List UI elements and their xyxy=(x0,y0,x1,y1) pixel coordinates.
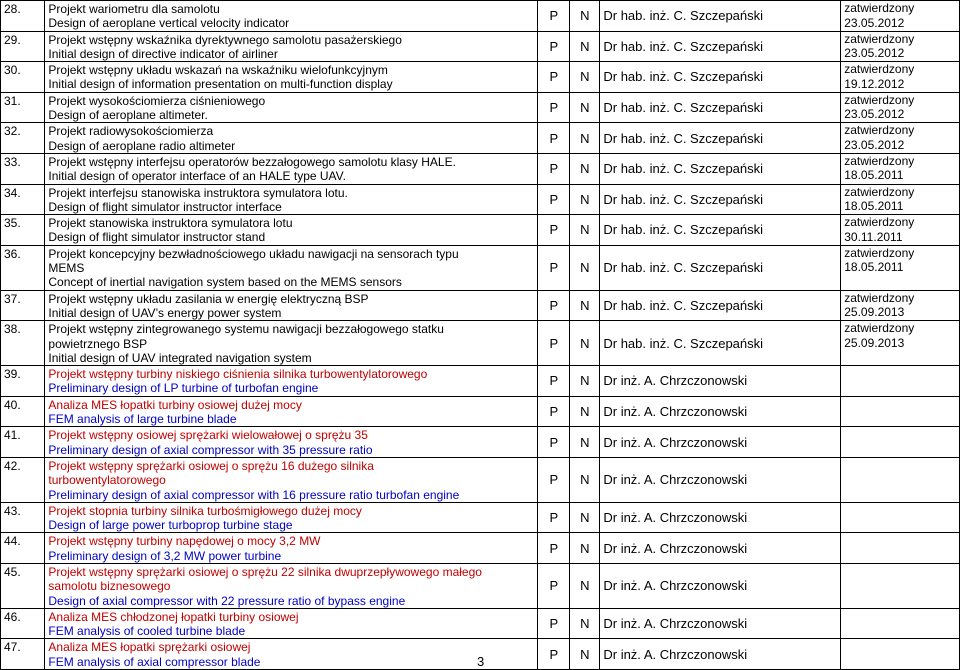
thesis-type: P xyxy=(538,1,570,32)
thesis-type: P xyxy=(538,427,570,458)
thesis-mode: N xyxy=(570,184,600,215)
status-label: zatwierdzony xyxy=(844,1,915,15)
approval-date: 18.05.2011 xyxy=(844,199,904,214)
topic-title-polish: Projekt wstępny osiowej sprężarki wielowałowej o sprężu 35 xyxy=(48,428,368,443)
supervisor: Dr hab. inż. C. Szczepański xyxy=(600,184,841,215)
status-label: zatwierdzony xyxy=(844,62,915,77)
table-row xyxy=(1,502,960,533)
row-number: 44. xyxy=(1,533,45,564)
approval-status xyxy=(841,62,960,93)
topic-title-polish: Projekt wstępny sprężarki osiowej o sprężu 22 silnika dwuprzepływowego małego xyxy=(48,564,482,579)
topic-title xyxy=(45,31,538,62)
thesis-type: P xyxy=(538,184,570,215)
thesis-type: P xyxy=(538,502,570,533)
topic-title-polish: Projekt wysokościomierza ciśnieniowego xyxy=(48,93,266,108)
topic-title-polish: MEMS xyxy=(48,261,85,276)
row-number: 41. xyxy=(1,427,45,458)
topic-title-english: Initial design of directive indicator of airliner xyxy=(48,46,278,61)
thesis-mode: N xyxy=(570,563,600,608)
table-row xyxy=(1,427,960,458)
topic-title xyxy=(45,215,538,246)
table-row xyxy=(1,321,960,366)
row-number: 43. xyxy=(1,502,45,533)
approval-status xyxy=(841,639,960,670)
row-number: 34. xyxy=(1,184,45,215)
topic-title xyxy=(45,92,538,123)
table-row xyxy=(1,290,960,321)
approval-date: 23.05.2012 xyxy=(844,15,905,30)
topic-title-english: FEM analysis of cooled turbine blade xyxy=(48,624,246,639)
approval-status xyxy=(841,533,960,564)
table-row xyxy=(1,1,960,32)
thesis-mode: N xyxy=(570,31,600,62)
topic-title xyxy=(45,62,538,93)
table-row xyxy=(1,92,960,123)
topic-title-polish: Projekt wstępny zintegrowanego systemu nawigacji bezzałogowego statku xyxy=(48,322,444,337)
topic-title-english: Design of axial compressor with 22 pressure ratio of bypass engine xyxy=(48,593,406,608)
topic-title xyxy=(45,184,538,215)
row-number: 31. xyxy=(1,92,45,123)
thesis-mode: N xyxy=(570,290,600,321)
supervisor: Dr hab. inż. C. Szczepański xyxy=(600,321,841,366)
status-label: zatwierdzony xyxy=(844,321,915,336)
thesis-type: P xyxy=(538,62,570,93)
topic-title-polish: samolotu biznesowego xyxy=(48,579,171,594)
approval-status xyxy=(841,427,960,458)
thesis-mode: N xyxy=(570,153,600,184)
topic-title-polish: Projekt wstępny układu zasilania w energię elektryczną BSP xyxy=(48,291,369,306)
topic-title-polish: Projekt koncepcyjny bezwładnościowego układu nawigacji na sensorach typu xyxy=(48,246,459,261)
supervisor: Dr hab. inż. C. Szczepański xyxy=(600,215,841,246)
topic-title-english: Preliminary design of axial compressor with 35 pressure ratio xyxy=(48,442,373,457)
topic-title xyxy=(45,123,538,154)
approval-date: 18.05.2011 xyxy=(844,260,904,275)
supervisor: Dr hab. inż. C. Szczepański xyxy=(600,290,841,321)
thesis-mode: N xyxy=(570,321,600,366)
topic-title xyxy=(45,1,538,32)
approval-status xyxy=(841,123,960,154)
table-row xyxy=(1,457,960,502)
approval-status xyxy=(841,31,960,62)
topic-title xyxy=(45,427,538,458)
approval-status xyxy=(841,396,960,427)
table-row xyxy=(1,31,960,62)
topic-title xyxy=(45,396,538,427)
approval-status xyxy=(841,92,960,123)
topic-title xyxy=(45,608,538,639)
thesis-type: P xyxy=(538,608,570,639)
topic-title-english: Design of flight simulator instructor stand xyxy=(48,230,266,245)
thesis-mode: N xyxy=(570,123,600,154)
topic-title-polish: Projekt stopnia turbiny silnika turbośmigłowego dużej mocy xyxy=(48,503,362,518)
status-label: zatwierdzony xyxy=(844,290,915,305)
topic-title xyxy=(45,639,538,670)
table-row xyxy=(1,153,960,184)
topic-title-polish: Projekt wstępny wskaźnika dyrektywnego samolotu pasażerskiego xyxy=(48,32,402,47)
thesis-mode: N xyxy=(570,533,600,564)
topic-title xyxy=(45,366,538,397)
status-label: zatwierdzony xyxy=(844,245,915,260)
thesis-mode: N xyxy=(570,1,600,32)
row-number: 37. xyxy=(1,290,45,321)
thesis-type: P xyxy=(538,366,570,397)
topic-title-polish: Projekt interfejsu stanowiska instruktora symulatora lotu. xyxy=(48,185,348,200)
approval-date: 25.09.2013 xyxy=(844,305,905,320)
topic-title-polish: Projekt wstępny interfejsu operatorów bezzałogowego samolotu klasy HALE. xyxy=(48,154,456,169)
supervisor: Dr inż. A. Chrzczonowski xyxy=(600,608,841,639)
thesis-type: P xyxy=(538,31,570,62)
thesis-type: P xyxy=(538,639,570,670)
thesis-type: P xyxy=(538,563,570,608)
topic-title-english: Design of large power turboprop turbine stage xyxy=(48,518,293,533)
row-number: 36. xyxy=(1,245,45,290)
thesis-type: P xyxy=(538,215,570,246)
table-row xyxy=(1,184,960,215)
approval-date: 19.12.2012 xyxy=(844,76,905,91)
supervisor: Dr hab. inż. C. Szczepański xyxy=(600,31,841,62)
approval-status xyxy=(841,290,960,321)
approval-status xyxy=(841,153,960,184)
topic-title-polish: Projekt wariometru dla samolotu xyxy=(48,2,220,16)
topic-title xyxy=(45,245,538,290)
thesis-type: P xyxy=(538,396,570,427)
table-row xyxy=(1,123,960,154)
supervisor: Dr inż. A. Chrzczonowski xyxy=(600,639,841,670)
status-label: zatwierdzony xyxy=(844,31,915,46)
supervisor: Dr inż. A. Chrzczonowski xyxy=(600,366,841,397)
topic-title-polish: Projekt wstępny turbiny napędowej o mocy 3,2 MW xyxy=(48,534,321,549)
supervisor: Dr hab. inż. C. Szczepański xyxy=(600,153,841,184)
topic-title-english: Design of aeroplane vertical velocity indicator xyxy=(48,16,290,31)
topic-title-english: Preliminary design of 3,2 MW power turbine xyxy=(48,548,282,563)
supervisor: Dr hab. inż. C. Szczepański xyxy=(600,62,841,93)
status-label: zatwierdzony xyxy=(844,123,915,138)
approval-date: 18.05.2011 xyxy=(844,168,904,183)
table-row xyxy=(1,533,960,564)
approval-status xyxy=(841,366,960,397)
thesis-mode: N xyxy=(570,639,600,670)
thesis-mode: N xyxy=(570,245,600,290)
approval-status xyxy=(841,321,960,366)
thesis-mode: N xyxy=(570,608,600,639)
row-number: 46. xyxy=(1,608,45,639)
approval-date: 23.05.2012 xyxy=(844,107,905,122)
approval-date: 23.05.2012 xyxy=(844,137,905,152)
supervisor: Dr inż. A. Chrzczonowski xyxy=(600,533,841,564)
topic-title-english: Design of flight simulator instructor interface xyxy=(48,199,282,214)
topic-title xyxy=(45,457,538,502)
topic-title-polish: Analiza MES łopatki sprężarki osiowej xyxy=(48,640,251,655)
table-row xyxy=(1,608,960,639)
row-number: 28. xyxy=(1,1,45,32)
topic-title xyxy=(45,563,538,608)
supervisor: Dr hab. inż. C. Szczepański xyxy=(600,245,841,290)
thesis-mode: N xyxy=(570,215,600,246)
supervisor: Dr inż. A. Chrzczonowski xyxy=(600,457,841,502)
table-row xyxy=(1,62,960,93)
table-row xyxy=(1,245,960,290)
page-number: 3 xyxy=(477,654,485,669)
topic-title xyxy=(45,533,538,564)
approval-status xyxy=(841,1,960,32)
supervisor: Dr inż. A. Chrzczonowski xyxy=(600,502,841,533)
topic-title-english: Design of aeroplane altimeter. xyxy=(48,108,208,123)
status-label: zatwierdzony xyxy=(844,153,915,168)
approval-status xyxy=(841,457,960,502)
approval-status xyxy=(841,608,960,639)
thesis-type: P xyxy=(538,290,570,321)
table-row xyxy=(1,215,960,246)
row-number: 45. xyxy=(1,563,45,608)
topic-title xyxy=(45,290,538,321)
topic-title-english: FEM analysis of large turbine blade xyxy=(48,412,237,427)
topic-title-polish: turbowentylatorowego xyxy=(48,473,166,488)
row-number: 40. xyxy=(1,396,45,427)
topic-title xyxy=(45,321,538,366)
topic-title-polish: Projekt wstępny turbiny niskiego ciśnienia silnika turbowentylatorowego xyxy=(48,367,428,382)
thesis-mode: N xyxy=(570,62,600,93)
table-body xyxy=(1,1,960,670)
thesis-type: P xyxy=(538,321,570,366)
row-number: 38. xyxy=(1,321,45,366)
thesis-type: P xyxy=(538,92,570,123)
topic-title xyxy=(45,153,538,184)
row-number: 29. xyxy=(1,31,45,62)
table-row xyxy=(1,396,960,427)
status-label: zatwierdzony xyxy=(844,184,915,199)
topic-title-english: Initial design of operator interface of an HALE type UAV. xyxy=(48,169,346,184)
thesis-mode: N xyxy=(570,92,600,123)
topic-title-polish: powietrznego BSP xyxy=(48,336,148,351)
approval-date: 25.09.2013 xyxy=(844,335,905,350)
row-number: 30. xyxy=(1,62,45,93)
approval-date: 23.05.2012 xyxy=(844,46,905,61)
supervisor: Dr hab. inż. C. Szczepański xyxy=(600,92,841,123)
thesis-type: P xyxy=(538,123,570,154)
thesis-type: P xyxy=(538,533,570,564)
supervisor: Dr inż. A. Chrzczonowski xyxy=(600,396,841,427)
supervisor: Dr inż. A. Chrzczonowski xyxy=(600,427,841,458)
topic-title-polish: Projekt wstępny układu wskazań na wskaźniku wielofunkcyjnym xyxy=(48,63,388,78)
topic-title-english: Design of aeroplane radio altimeter xyxy=(48,138,236,153)
topic-title-polish: Analiza MES chłodzonej łopatki turbiny osiowej xyxy=(48,609,299,624)
status-label: zatwierdzony xyxy=(844,92,915,107)
approval-status xyxy=(841,502,960,533)
topic-title-polish: Projekt radiowysokościomierza xyxy=(48,124,214,139)
row-number: 32. xyxy=(1,123,45,154)
table-row xyxy=(1,563,960,608)
thesis-type: P xyxy=(538,153,570,184)
approval-status xyxy=(841,215,960,246)
row-number: 42. xyxy=(1,457,45,502)
thesis-mode: N xyxy=(570,396,600,427)
approval-status xyxy=(841,563,960,608)
thesis-mode: N xyxy=(570,366,600,397)
row-number: 33. xyxy=(1,153,45,184)
topic-title-english: FEM analysis of axial compressor blade xyxy=(48,654,261,669)
approval-date: 30.11.2011 xyxy=(844,229,903,244)
topic-title-polish: Analiza MES łopatki turbiny osiowej dużej mocy xyxy=(48,397,302,412)
topic-title-english: Concept of inertial navigation system based on the MEMS sensors xyxy=(48,275,402,290)
topic-title-polish: Projekt stanowiska instruktora symulatora lotu xyxy=(48,216,293,231)
row-number: 47. xyxy=(1,639,45,670)
topic-title-english: Initial design of UAV’s energy power system xyxy=(48,305,282,320)
topic-title-english: Preliminary design of axial compressor with 16 pressure ratio turbofan engine xyxy=(48,487,460,502)
thesis-mode: N xyxy=(570,502,600,533)
topic-title xyxy=(45,502,538,533)
supervisor: Dr hab. inż. C. Szczepański xyxy=(600,123,841,154)
thesis-mode: N xyxy=(570,427,600,458)
status-label: zatwierdzony xyxy=(844,215,915,230)
approval-status xyxy=(841,184,960,215)
thesis-type: P xyxy=(538,245,570,290)
topic-title-polish: Projekt wstępny sprężarki osiowej o sprężu 16 dużego silnika xyxy=(48,458,374,473)
table-row xyxy=(1,366,960,397)
thesis-type: P xyxy=(538,457,570,502)
row-number: 39. xyxy=(1,366,45,397)
topic-title-english: Preliminary design of LP turbine of turbofan engine xyxy=(48,381,319,396)
approval-status xyxy=(841,245,960,290)
topic-title-english: Initial design of UAV integrated navigation system xyxy=(48,350,312,365)
row-number: 35. xyxy=(1,215,45,246)
supervisor: Dr inż. A. Chrzczonowski xyxy=(600,563,841,608)
supervisor: Dr hab. inż. C. Szczepański xyxy=(600,1,841,32)
topic-title-english: Initial design of information presentation on multi-function display xyxy=(48,77,393,92)
thesis-mode: N xyxy=(570,457,600,502)
